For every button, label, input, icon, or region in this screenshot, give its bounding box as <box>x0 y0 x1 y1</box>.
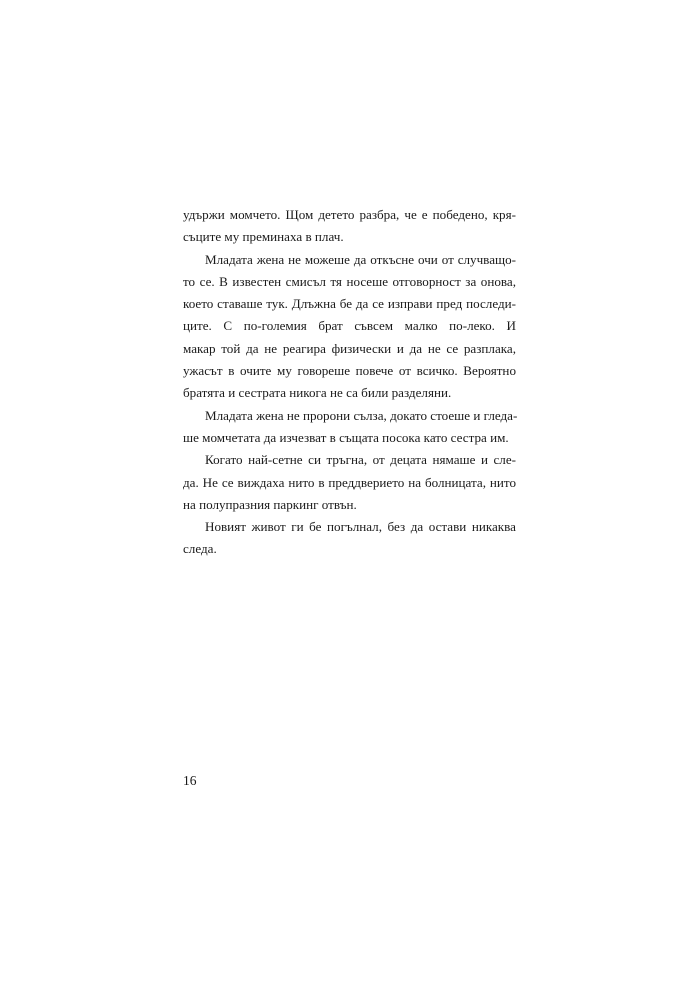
body-text <box>183 204 516 561</box>
text-line: ше момчетата да изчезват в същата посока като сестра им. <box>183 429 509 445</box>
text-line: което ставаше тук. Длъжна бе да се изправи пред последи- <box>183 296 516 312</box>
text-line: да. Не се виждаха нито в преддверието на болницата, нито <box>183 474 516 490</box>
text-line: следа. <box>183 541 217 557</box>
text-line: Новият живот ги бе погълнал, без да остави никаква <box>205 519 516 535</box>
paragraph <box>183 449 516 516</box>
text-line: Младата жена не пророни сълза, докато стоеше и гледа- <box>205 407 518 423</box>
text-line: макар той да не реагира физически и да не се разплака, <box>183 340 516 356</box>
text-line: братята и сестрата никога не са били разделяни. <box>183 385 452 401</box>
text-line: удържи момчето. Щом детето разбра, че е победено, кря- <box>183 207 516 222</box>
paragraph <box>183 516 516 561</box>
text-line: съците му преминаха в плач. <box>183 229 344 245</box>
text-line: ужасът в очите му говореше повече от всичко. Вероятно <box>183 363 516 379</box>
paragraph <box>183 204 516 249</box>
text-line: ците. С по-големия брат съвсем малко по-леко. И <box>183 318 516 334</box>
paragraph <box>183 405 516 450</box>
page-number: 16 <box>183 773 197 788</box>
paragraph <box>183 249 516 405</box>
text-line: Когато най-сетне си тръгна, от децата нямаше и сле- <box>205 452 516 468</box>
text-line: то се. В известен смисъл тя носеше отговорност за онова, <box>183 273 516 289</box>
text-line: на полупразния паркинг отвън. <box>183 496 357 512</box>
text-line: Младата жена не можеше да откъсне очи от случващо- <box>205 251 516 267</box>
